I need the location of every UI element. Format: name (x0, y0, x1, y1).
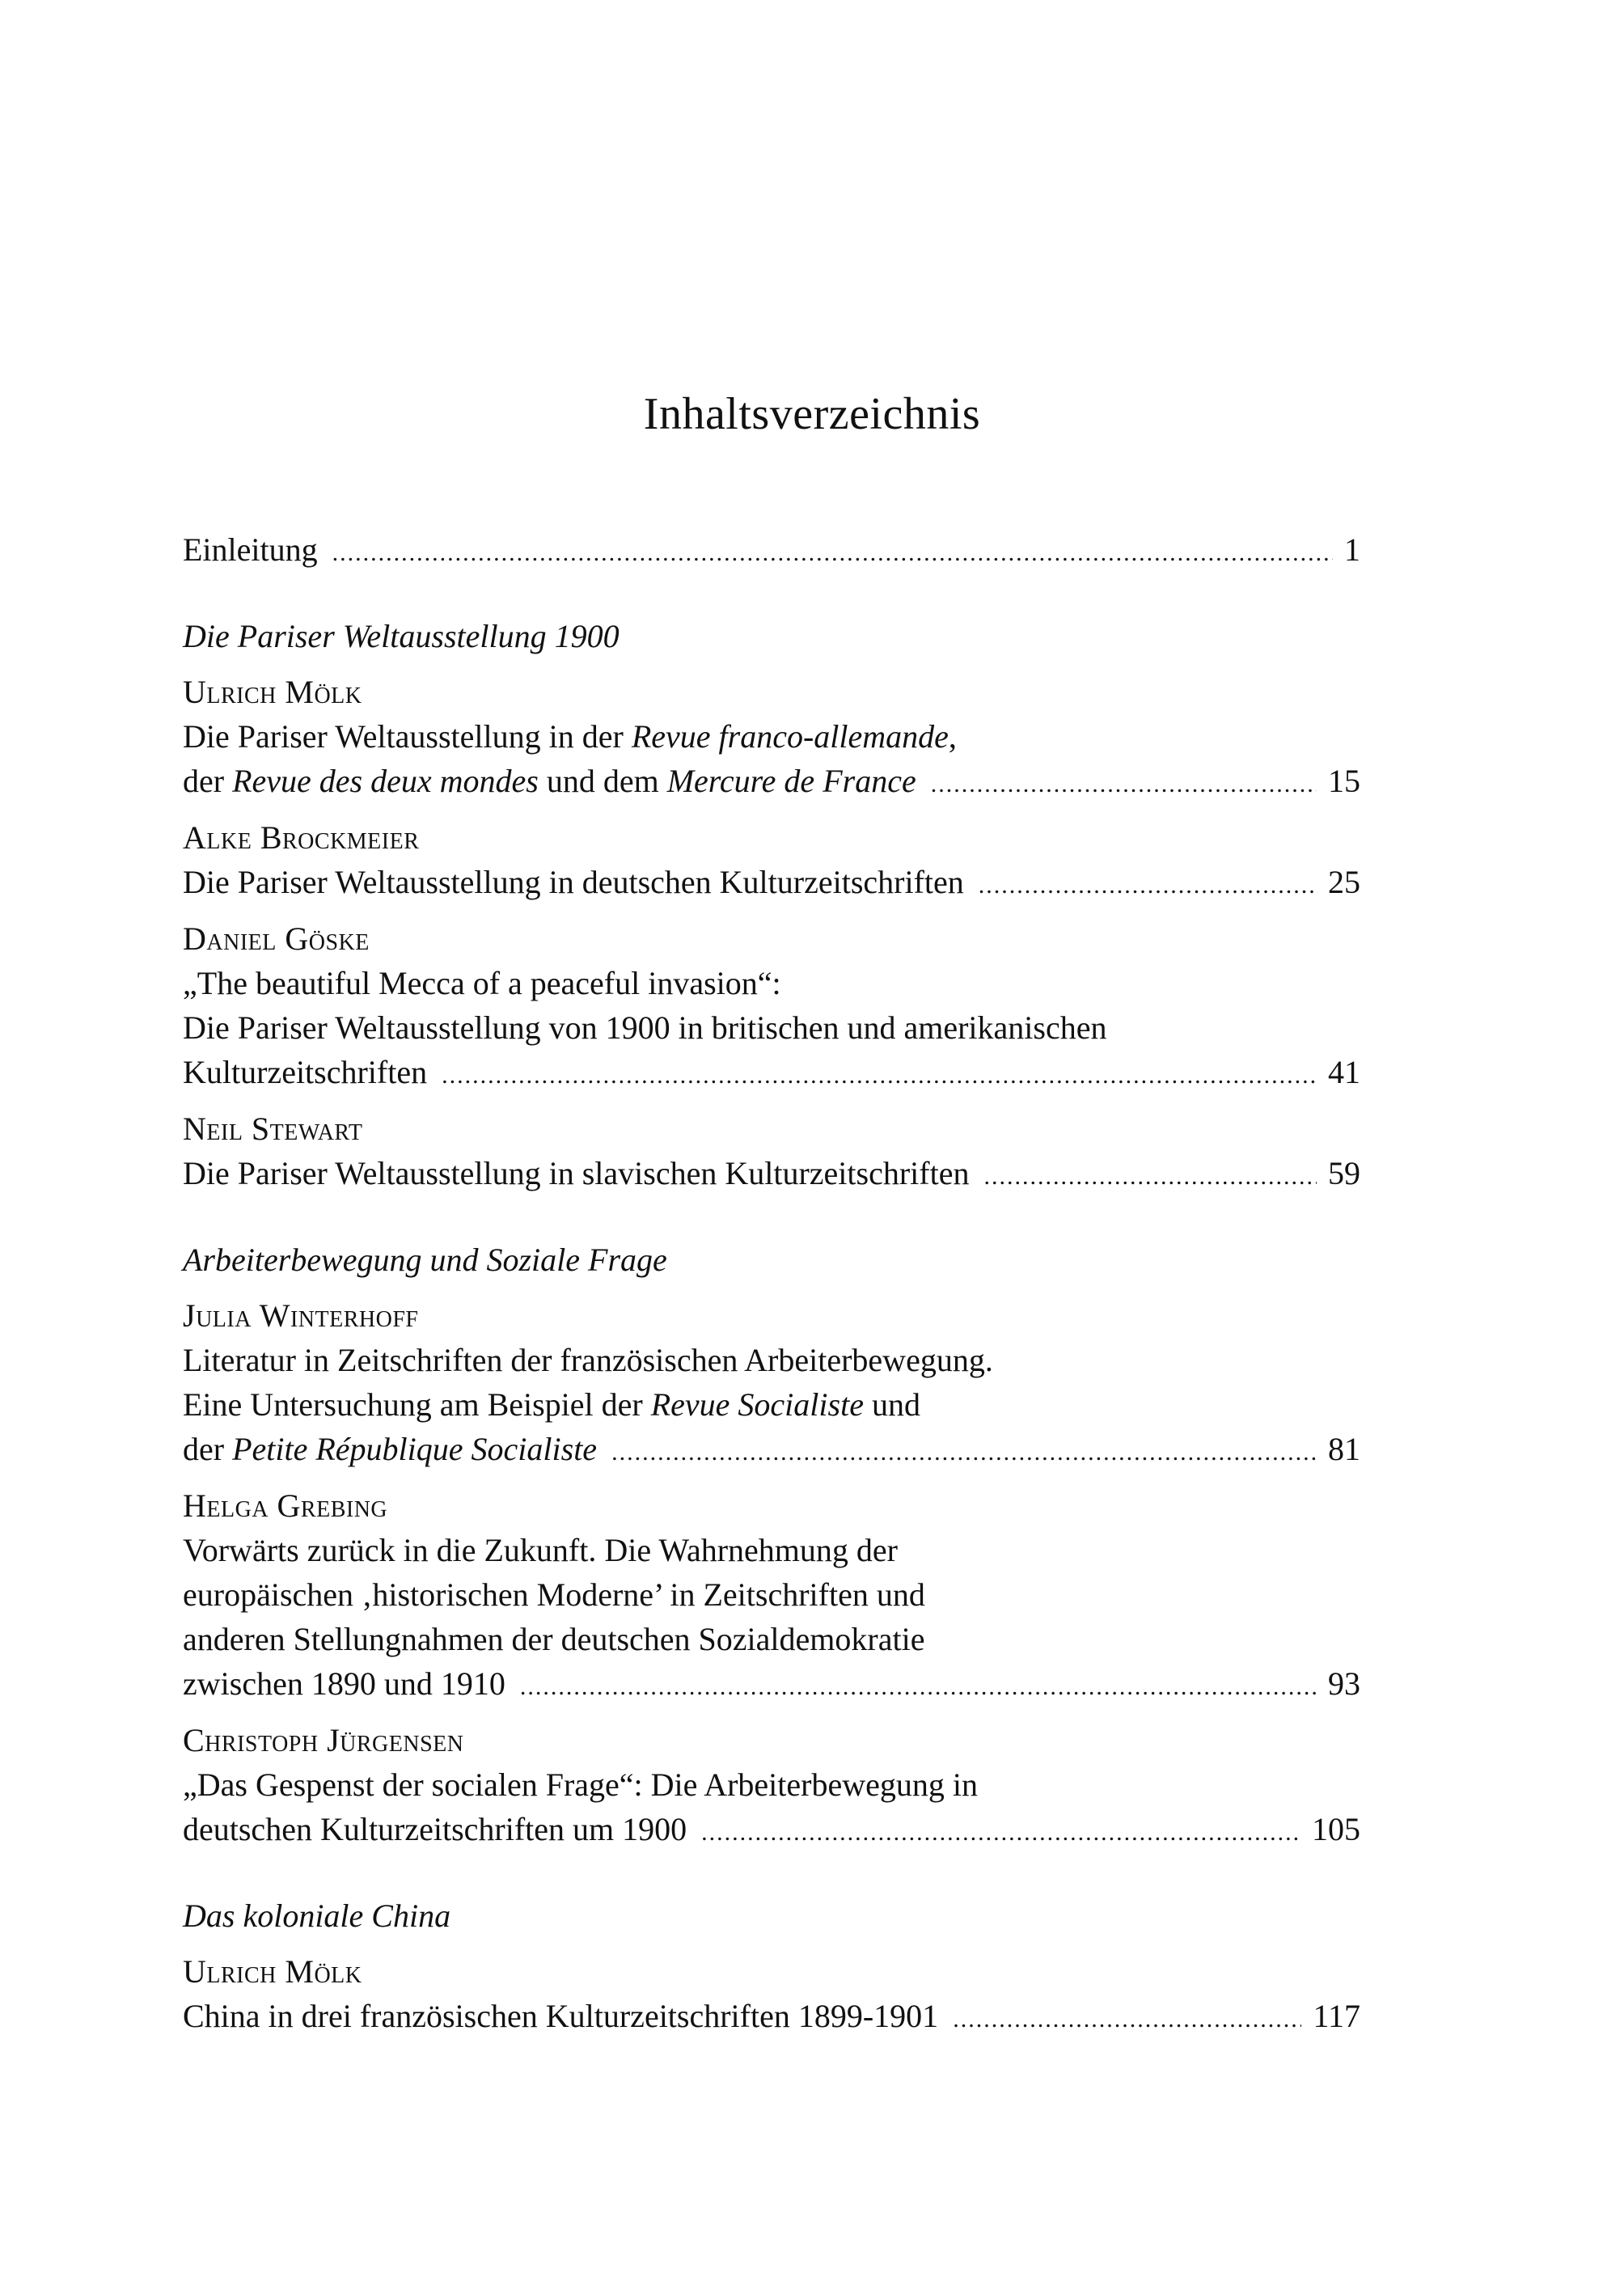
page-number: 15 (1328, 763, 1360, 799)
entry-title (183, 1005, 1106, 1050)
entry-title-line (183, 1617, 1360, 1661)
title-text: Die Pariser Weltausstellung in slavischen Kulturzeitschriften (183, 1155, 970, 1191)
entry-title-line (183, 1382, 1360, 1427)
entry-title (183, 714, 957, 759)
entry-author: Julia Winterhoff (183, 1297, 419, 1334)
toc-entry[interactable] (183, 815, 1360, 907)
title-text: anderen Stellungnahmen der deutschen Sozialdemokratie (183, 1621, 925, 1657)
dot-leader (931, 762, 1317, 806)
toc-entry[interactable] (183, 1106, 1360, 1199)
page-title: Inhaltsverzeichnis (643, 389, 981, 439)
dot-leader (979, 863, 1317, 907)
entry-title-line (183, 860, 1360, 907)
page-number: 1 (1344, 531, 1360, 568)
entry-title (183, 1994, 938, 2038)
page-number: 93 (1328, 1665, 1360, 1702)
toc-entry-introduction[interactable] (183, 527, 1360, 575)
title-text: Die Pariser Weltausstellung von 1900 in britischen und amerikanischen (183, 1009, 1107, 1046)
entry-title (183, 961, 781, 1005)
dot-leader (953, 1997, 1301, 2041)
entry-author: Ulrich Mölk (183, 674, 362, 710)
title-text: China in drei französischen Kulturzeitschriften 1899-1901 (183, 1998, 939, 2034)
title-text: und dem (538, 763, 667, 799)
dot-leader (701, 1810, 1300, 1855)
entry-title-line (183, 1572, 1360, 1617)
title-text: , (948, 718, 957, 755)
title-text: und (863, 1386, 920, 1423)
section-heading: Die Pariser Weltausstellung 1900 (183, 618, 620, 654)
entry-title (183, 1050, 427, 1094)
entry-author: Daniel Göske (183, 920, 370, 957)
entry-title-line (183, 1338, 1360, 1382)
entry-title-line (183, 1427, 1360, 1474)
entry-author: Ulrich Mölk (183, 1953, 362, 1990)
entry-title: Einleitung (183, 531, 318, 568)
entry-title-line (183, 1807, 1360, 1855)
dot-leader (983, 1154, 1317, 1199)
entry-title-line (183, 1661, 1360, 1709)
title-text: „The beautiful Mecca of a peaceful invasion“: (183, 965, 781, 1001)
entry-title-line (183, 1528, 1360, 1572)
entry-title (183, 860, 964, 904)
title-text: Die Pariser Weltausstellung in deutschen Kulturzeitschriften (183, 864, 964, 900)
title-text: Kulturzeitschriften (183, 1054, 428, 1090)
dot-leader (442, 1053, 1317, 1098)
entry-title-line (183, 1050, 1360, 1098)
entry-title-line (183, 759, 1360, 806)
toc-entry[interactable] (183, 1718, 1360, 1855)
entry-title (183, 1762, 978, 1807)
toc-entry[interactable] (183, 1483, 1360, 1709)
italic-title: Revue des deux mondes (232, 763, 539, 799)
entry-title (183, 1151, 969, 1195)
toc-entry[interactable] (183, 916, 1360, 1098)
entry-title-line (183, 1994, 1360, 2041)
page-number: 105 (1312, 1811, 1360, 1847)
entry-title (183, 1807, 687, 1851)
entry-title (183, 1661, 505, 1706)
title-text: „Das Gespenst der socialen Frage“: Die Arbeiterbewegung in (183, 1766, 978, 1803)
entry-title (183, 1427, 597, 1471)
title-text: europäischen ‚historischen Moderne’ in Zeitschriften und (183, 1576, 925, 1613)
entry-title (183, 1338, 993, 1382)
table-of-contents (183, 527, 1360, 2041)
page-number: 59 (1328, 1155, 1360, 1191)
title-text: Vorwärts zurück in die Zukunft. Die Wahrnehmung der (183, 1532, 898, 1568)
title-text: der (183, 1431, 233, 1467)
toc-entry[interactable] (183, 670, 1360, 806)
dot-leader (332, 531, 1333, 575)
dot-leader (611, 1430, 1317, 1474)
toc-entry[interactable] (183, 1293, 1360, 1474)
entry-title (183, 1572, 925, 1617)
page-number: 25 (1328, 864, 1360, 900)
title-text: Die Pariser Weltausstellung in der (183, 718, 632, 755)
section-heading: Arbeiterbewegung und Soziale Frage (183, 1242, 667, 1278)
italic-title: Petite République Socialiste (232, 1431, 598, 1467)
entry-author: Neil Stewart (183, 1111, 363, 1147)
dot-leader (520, 1665, 1317, 1709)
title-text: der (183, 763, 233, 799)
title-text: deutschen Kulturzeitschriften um 1900 (183, 1811, 687, 1847)
italic-title: Revue Socialiste (650, 1386, 864, 1423)
title-text: Eine Untersuchung am Beispiel der (183, 1386, 651, 1423)
entry-author: Christoph Jürgensen (183, 1722, 464, 1758)
toc-entry[interactable] (183, 1949, 1360, 2041)
entry-title-line (183, 1005, 1360, 1050)
entry-title-line (183, 1151, 1360, 1199)
italic-title: Mercure de France (666, 763, 916, 799)
page-number: 117 (1313, 1998, 1360, 2034)
page-number: 81 (1328, 1431, 1360, 1467)
entry-author: Helga Grebing (183, 1487, 388, 1524)
entry-title-line (183, 1762, 1360, 1807)
page-number: 41 (1328, 1054, 1360, 1090)
title-text: Literatur in Zeitschriften der französischen Arbeiterbewegung. (183, 1342, 993, 1378)
entry-title (183, 759, 916, 803)
entry-title-line (183, 714, 1360, 759)
entry-author: Alke Brockmeier (183, 819, 420, 856)
title-text: zwischen 1890 und 1910 (183, 1665, 505, 1702)
italic-title: Revue franco-allemande (631, 718, 949, 755)
entry-title (183, 1617, 924, 1661)
entry-title (183, 1382, 920, 1427)
section-heading: Das koloniale China (183, 1897, 451, 1934)
entry-title-line (183, 961, 1360, 1005)
entry-title (183, 1528, 898, 1572)
